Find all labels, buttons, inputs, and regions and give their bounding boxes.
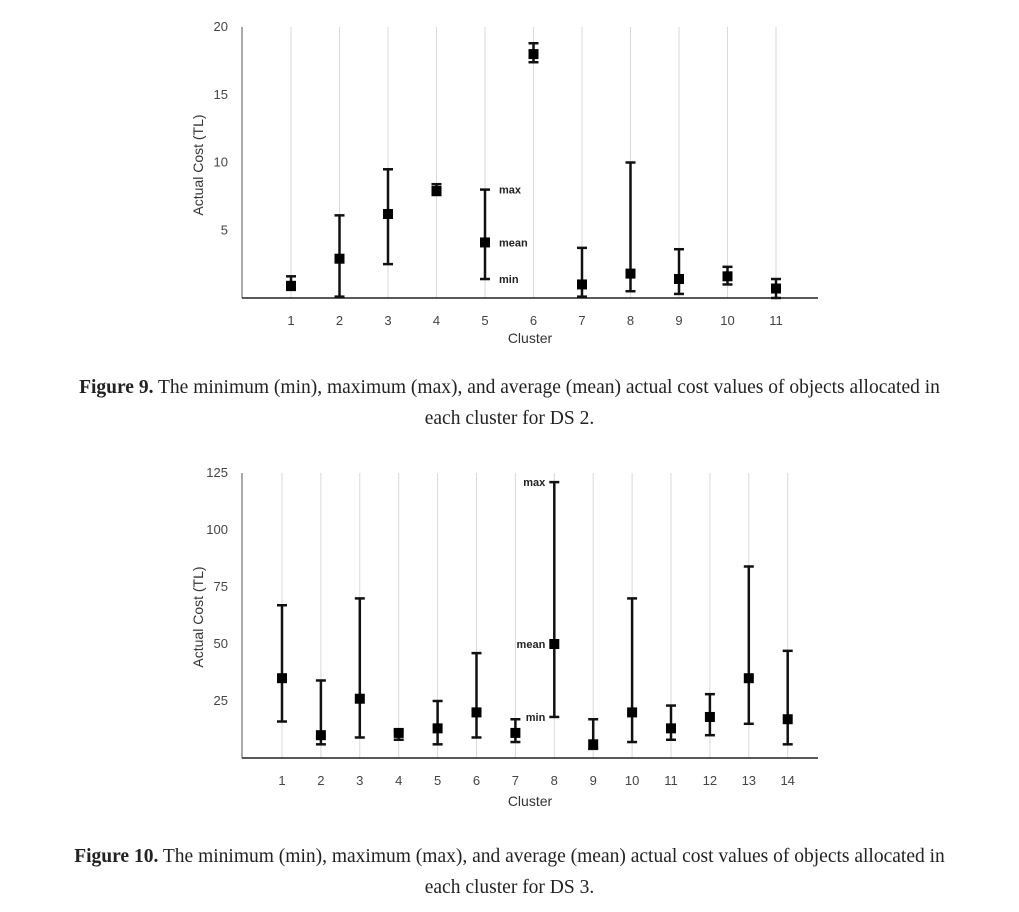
- chart9-y-tick-label: 5: [220, 222, 228, 238]
- chart10-mean-marker: [316, 730, 326, 740]
- chart9-x-axis-title: Cluster: [507, 330, 553, 346]
- chart10-annotation-min: min: [525, 711, 546, 724]
- chart10-x-tick-label: 11: [664, 773, 678, 788]
- chart10-x-tick-label: 8: [550, 773, 558, 788]
- chart10-x-tick-label: 1: [278, 773, 286, 788]
- chart10-x-axis-title: Cluster: [507, 793, 553, 809]
- chart9-mean-marker: [674, 274, 684, 284]
- chart10-annotation-max: max: [523, 477, 546, 490]
- chart9-x-tick-label: 7: [578, 313, 586, 328]
- chart10-x-tick-label: 9: [589, 773, 597, 788]
- chart10-y-axis-title: Actual Cost (TL): [190, 566, 206, 668]
- figure-9-caption-line1: The minimum (min), maximum (max), and average (mean) actual cost values of objects allocated in: [158, 377, 940, 398]
- chart10-mean-marker: [783, 714, 793, 724]
- figure-10-caption-line1: The minimum (min), maximum (max), and average (mean) actual cost values of objects allocated in: [162, 846, 945, 867]
- chart10-x-tick-label: 10: [624, 773, 640, 788]
- chart10-y-tick-label: 100: [206, 522, 228, 537]
- chart9-mean-marker: [771, 284, 781, 294]
- chart9-x-tick-label: 8: [626, 313, 635, 328]
- chart9-x-tick-label: 2: [335, 313, 344, 328]
- chart10-mean-marker: [510, 728, 520, 738]
- chart10-mean-marker: [744, 673, 754, 683]
- figure-9-caption: [0, 372, 1019, 434]
- chart10-x-tick-label: 12: [702, 773, 718, 788]
- chart9-y-axis-title: Actual Cost (TL): [190, 114, 206, 216]
- chart10-x-tick-label: 3: [356, 773, 364, 788]
- chart9-mean-marker: [335, 254, 345, 264]
- chart10-mean-marker: [705, 712, 715, 722]
- chart9-x-tick-label: 4: [432, 313, 441, 328]
- chart9-y-tick-label: 15: [213, 86, 228, 102]
- chart9-x-tick-label: 1: [287, 313, 295, 328]
- chart9-annotation-max: max: [499, 184, 522, 197]
- figure-9-label: Figure 9.: [79, 377, 154, 398]
- chart9-mean-marker: [432, 186, 442, 196]
- chart9-x-tick-label: 5: [481, 313, 489, 328]
- chart10-x-tick-label: 2: [317, 773, 325, 788]
- chart9-y-tick-label: 20: [213, 19, 228, 34]
- chart9-x-tick-label: 11: [769, 313, 783, 328]
- chart10-mean-marker: [394, 728, 404, 738]
- chart10-x-tick-label: 5: [433, 773, 442, 788]
- chart10-mean-marker: [472, 707, 482, 717]
- chart9-x-tick-label: 10: [720, 313, 735, 328]
- chart10-x-tick-label: 6: [472, 773, 481, 788]
- chart10-y-tick-label: 50: [213, 636, 228, 651]
- chart9-mean-marker: [383, 209, 393, 219]
- chart9-mean-marker: [723, 271, 733, 281]
- chart10-mean-marker: [588, 739, 598, 749]
- chart9-x-tick-label: 9: [675, 313, 683, 328]
- chart10-mean-marker: [433, 723, 443, 733]
- chart9-y-tick-label: 10: [213, 154, 228, 170]
- chart10-x-tick-label: 7: [511, 773, 520, 788]
- chart10-mean-marker: [549, 639, 559, 649]
- chart9-mean-marker: [286, 281, 296, 291]
- chart9-mean-marker: [529, 49, 539, 59]
- figure-10-caption: [0, 841, 1019, 903]
- chart10-x-tick-label: 4: [395, 773, 403, 788]
- chart10-mean-marker: [627, 707, 637, 717]
- chart10-mean-marker: [355, 694, 365, 704]
- chart10-y-tick-label: 125: [206, 465, 228, 480]
- chart10-annotation-mean: mean: [516, 639, 546, 651]
- chart9-annotation-min: min: [499, 274, 519, 287]
- chart10-y-tick-label: 75: [213, 579, 228, 594]
- chart9-annotation-mean: mean: [499, 237, 528, 250]
- figure-10-label: Figure 10.: [74, 846, 159, 867]
- chart10-x-tick-label: 13: [741, 773, 757, 788]
- chart10-x-tick-label: 14: [780, 773, 795, 788]
- chart9-x-tick-label: 6: [529, 313, 538, 328]
- chart9-mean-marker: [480, 237, 490, 247]
- chart9-x-tick-label: 3: [384, 313, 392, 328]
- chart10-y-tick-label: 25: [213, 693, 228, 708]
- figure-10-caption-line2: each cluster for DS 3.: [424, 877, 595, 898]
- chart10-mean-marker: [277, 673, 287, 683]
- chart9-mean-marker: [577, 279, 587, 289]
- chart9-mean-marker: [626, 269, 636, 279]
- chart10-mean-marker: [666, 723, 676, 733]
- figure-9-caption-line2: each cluster for DS 2.: [424, 408, 595, 429]
